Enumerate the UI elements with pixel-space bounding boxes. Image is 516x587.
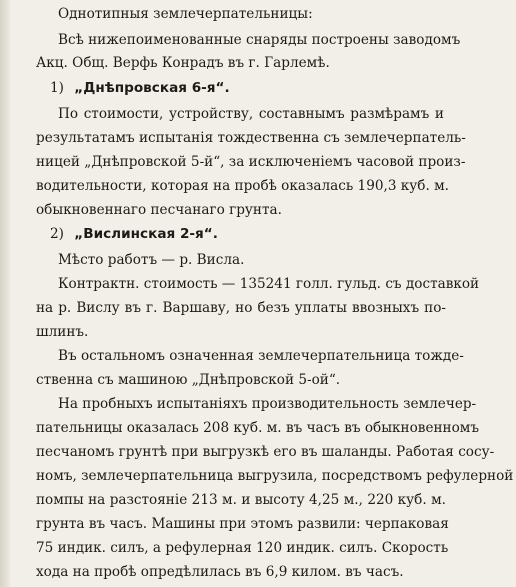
trial-line-3: песчаномъ грунтѣ при выгрузкѣ его въ шаланды. Работая сосу-	[36, 444, 495, 460]
similarity-line-2: ственна съ машиною „Днѣпровской 5-ой“.	[36, 372, 341, 388]
trial-line-4: номъ, землечерпательница выгрузила, посредствомъ рефулерной	[36, 468, 514, 484]
section2-place: Мѣсто работъ — р. Висла.	[58, 252, 245, 268]
intro-line-2: Акц. Общ. Верфь Конрадъ въ г. Гарлемѣ.	[36, 55, 330, 71]
trial-line-2: пательницы оказалась 208 куб. м. въ часъ въ обыкновенномъ	[36, 420, 480, 436]
section1-line-3: ницей „Днѣпровской 5-й“, за исключеніемъ часовой произ-	[36, 154, 466, 170]
intro-line-1: Всѣ нижепоименованные снаряды построены заводомъ	[58, 32, 461, 48]
trial-line-7: 75 индик. силъ, а рефулерная 120 индик. силъ. Скорость	[36, 540, 449, 556]
trial-line-1: На пробныхъ испытаніяхъ производительность землечер-	[58, 396, 477, 412]
section1-heading-row	[50, 76, 440, 100]
section1-line-2: результатамъ испытанія тождественна съ землечерпатель-	[36, 130, 466, 146]
contract-line-2: на р. Вислу въ г. Варшаву, но безъ уплаты ввозныхъ по-	[36, 300, 446, 316]
trial-line-8: хода на пробѣ опредѣлилась въ 6,9 килом. въ часъ.	[36, 564, 404, 580]
document-title: Однотипныя землечерпательницы:	[58, 6, 313, 22]
section1-number: 1)	[50, 80, 64, 96]
section1-line-4: водительности, которая на пробѣ оказалась 190,3 куб. м.	[36, 178, 450, 194]
section2-heading-row	[50, 222, 440, 246]
section2-number: 2)	[50, 226, 64, 242]
section1-heading: „Днѣпровская 6-я“.	[74, 80, 230, 96]
section1-line-5: обыкновеннаго песчанаго грунта.	[36, 202, 282, 218]
contract-line-3: шлинъ.	[36, 324, 89, 340]
similarity-line-1: Въ остальномъ означенная землечерпательница тожде-	[58, 348, 464, 364]
section1-line-1: По стоимости, устройству, составнымъ размѣрамъ и	[58, 106, 444, 122]
page-margin-shadow	[0, 0, 10, 587]
contract-line-1: Контрактн. стоимость — 135241 голл. гульд. съ доставкой	[58, 276, 480, 292]
trial-line-5: помпы на разстояніе 213 м. и высоту 4,25 м., 220 куб. м.	[36, 492, 446, 508]
trial-line-6: грунта въ часъ. Машины при этомъ развили: черпаковая	[36, 516, 449, 532]
section2-heading: „Вислинская 2-я“.	[74, 226, 218, 242]
